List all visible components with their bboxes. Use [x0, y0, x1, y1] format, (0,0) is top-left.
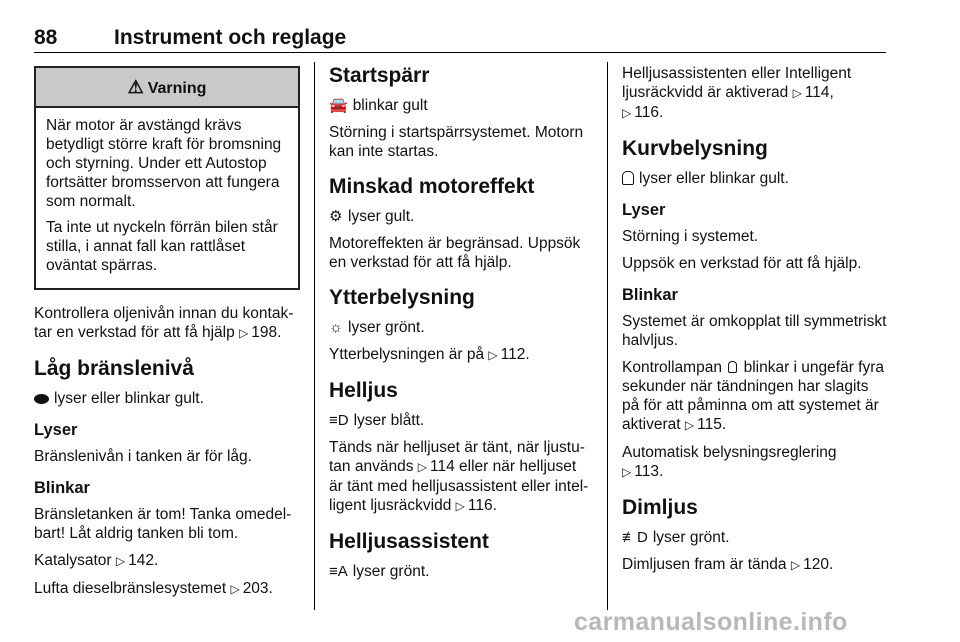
high-beam-assist-icon: ≡A — [329, 563, 348, 580]
warning-text: När motor är avstängd krävs betydligt större kraft för bromsning och styrning. Under ett Autostop fortsätter bromsservon att fungera som normalt. — [46, 117, 282, 210]
page-number: 88 — [34, 26, 58, 49]
indicator-line: lyser eller blinkar gult. — [622, 169, 888, 188]
page-ref-arrow-icon: ▷ — [684, 418, 695, 432]
page-ref-arrow-icon: ▷ — [417, 460, 428, 474]
warning-triangle-icon: ⚠ — [127, 77, 144, 97]
indicator-line: ⚙ lyser gult. — [329, 208, 415, 225]
paragraph: Ytterbelysningen är på ▷ 112. — [329, 346, 530, 363]
paragraph: Tänds när helljuset är tänt, när ljustu-tan används ▷ 114 eller när helljuset är tänt med helljusassistent eller intel-ligent ljusräckvidd ▷ 116. — [329, 439, 589, 514]
subheading: Lyser — [34, 421, 78, 439]
page-ref[interactable]: 112. — [500, 346, 530, 363]
section-heading: Helljusassistent — [329, 530, 489, 553]
page-ref[interactable]: 203. — [242, 580, 273, 597]
warning-box — [34, 66, 300, 290]
page-ref-arrow-icon: ▷ — [622, 106, 632, 120]
subheading: Lyser — [622, 201, 666, 219]
page-ref[interactable]: 116. — [467, 497, 497, 514]
indicator-line: lyser eller blinkar gult. — [34, 389, 300, 408]
section-heading: Startspärr — [329, 64, 430, 87]
page-ref[interactable]: 113. — [634, 463, 664, 480]
section-heading: Låg bränslenivå — [34, 357, 194, 380]
paragraph: Kontrollampan blinkar i ungefär fyra sekunder när tändningen har slagits på för att påminna om att systemet är aktiverat ▷ 115. — [622, 359, 885, 433]
page-ref-arrow-icon: ▷ — [115, 554, 126, 568]
paragraph: Helljusassistenten eller Intelligent ljusräckvidd är aktiverad ▷ 114, ▷ 116. — [622, 65, 852, 121]
paragraph: Katalysator ▷ 142. — [34, 552, 159, 569]
warning-title: Varning — [147, 80, 207, 97]
paragraph: Uppsök en verkstad för att få hjälp. — [622, 255, 862, 272]
warning-body — [36, 108, 298, 288]
page-ref-arrow-icon: ▷ — [230, 582, 240, 596]
column-3 — [622, 64, 888, 583]
page-ref-arrow-icon: ▷ — [792, 86, 802, 100]
section-heading: Minskad motoreffekt — [329, 175, 535, 198]
fog-light-icon: ≢D — [622, 529, 648, 546]
fuel-warning-icon — [34, 394, 49, 404]
paragraph: Systemet är omkopplat till symmetriskt halvljus. — [622, 313, 887, 349]
page-ref-arrow-icon: ▷ — [790, 558, 801, 572]
page-ref[interactable]: 142. — [128, 552, 159, 569]
page-header — [34, 24, 886, 52]
indicator-line: 🚘 blinkar gult — [329, 97, 428, 114]
paragraph: Kontrollera oljenivån innan du kontak-tar en verkstad för att få hjälp ▷ 198. — [34, 305, 294, 341]
paragraph: Störning i startspärrsystemet. Motorn kan inte startas. — [329, 124, 584, 160]
header-rule — [34, 52, 886, 53]
page-ref-arrow-icon: ▷ — [239, 326, 249, 340]
page-ref-arrow-icon: ▷ — [488, 348, 498, 362]
indicator-line: ☼ lyser grönt. — [329, 319, 425, 336]
page-ref[interactable]: 114, — [804, 84, 834, 101]
paragraph: Bränsletanken är tom! Tanka omedel-bart! Låt aldrig tanken bli tom. — [34, 506, 292, 542]
high-beam-icon: ≡D — [329, 412, 349, 429]
warning-header — [36, 68, 298, 108]
section-heading: Ytterbelysning — [329, 286, 475, 309]
column-divider — [607, 62, 608, 610]
column-2 — [329, 64, 593, 589]
exterior-light-icon: ☼ — [329, 319, 343, 336]
paragraph: Lufta dieselbränslesystemet ▷ 203. — [34, 580, 273, 597]
column-1 — [34, 64, 300, 607]
indicator-line: ≡A lyser grönt. — [329, 563, 430, 580]
subheading: Blinkar — [622, 286, 678, 304]
subheading: Blinkar — [34, 479, 90, 497]
warning-text: Ta inte ut nyckeln förrän bilen står stilla, i annat fall kan rattlåset oväntat spärras. — [46, 219, 278, 274]
page-ref[interactable]: 198. — [251, 324, 282, 341]
reduced-engine-power-icon: ⚙ — [329, 208, 343, 225]
page-ref-arrow-icon: ▷ — [622, 465, 632, 479]
page-ref[interactable]: 115. — [697, 416, 727, 433]
page-title: Instrument och reglage — [114, 26, 347, 49]
paragraph: Dimljusen fram är tända ▷ 120. — [622, 556, 834, 573]
cornering-light-icon — [728, 361, 737, 373]
cornering-light-icon — [622, 171, 634, 185]
page-ref-arrow-icon: ▷ — [455, 499, 465, 513]
indicator-line: ≡D lyser blått. — [329, 412, 425, 429]
paragraph: Motoreffekten är begränsad. Uppsök en verkstad för att få hjälp. — [329, 235, 581, 271]
page-ref[interactable]: 120. — [803, 556, 834, 573]
column-divider — [314, 62, 315, 610]
section-heading: Kurvbelysning — [622, 137, 768, 160]
section-heading: Helljus — [329, 379, 398, 402]
paragraph: Automatisk belysningsreglering ▷ 113. — [622, 444, 837, 480]
page-ref[interactable]: 116. — [634, 104, 664, 121]
watermark: carmanualsonline.info — [574, 608, 848, 636]
section-heading: Dimljus — [622, 496, 698, 519]
page-ref[interactable]: 114 — [430, 458, 455, 475]
immobilizer-car-key-icon: 🚘 — [329, 97, 348, 114]
paragraph: Störning i systemet. — [622, 228, 759, 245]
paragraph: Bränslenivån i tanken är för låg. — [34, 448, 252, 465]
indicator-line: ≢D lyser grönt. — [622, 529, 730, 546]
